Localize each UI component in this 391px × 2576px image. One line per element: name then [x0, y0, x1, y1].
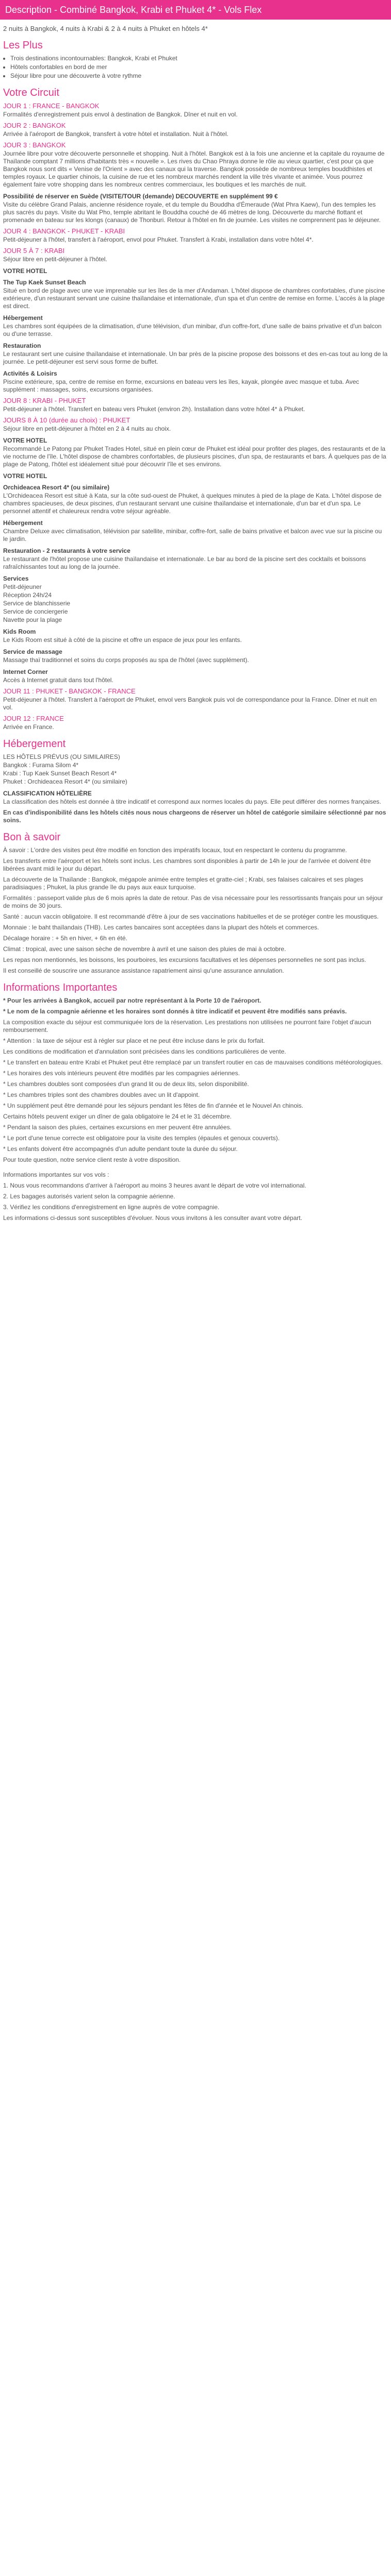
- good-to-know-paragraph: Les repas non mentionnés, les boissons, les pourboires, les excursions facultatives et les dépenses personnelles ne sont pas inclus.: [3, 956, 366, 963]
- important-paragraph: * Les chambres triples sont des chambres doubles avec un lit d'appoint.: [3, 1091, 200, 1098]
- important-paragraph: La composition exacte du séjour est communiquée lors de la réservation. Les prestations non utilisées ne pourront faire l'objet d'aucun remboursement.: [3, 1019, 371, 1033]
- plus-list: [3, 55, 388, 80]
- good-to-know-paragraph: Monnaie : le baht thaïlandais (THB). Les cartes bancaires sont acceptées dans la plupart des hôtels et commerces.: [3, 924, 319, 931]
- good-to-know-paragraph: Les transferts entre l'aéroport et les hôtels sont inclus. Les chambres sont disponibles à partir de 14h le jour de l'arrivée et doivent être libérées avant midi le jour du départ.: [3, 857, 371, 872]
- important-paragraph: 3. Vérifiez les conditions d'enregistrement en ligne auprès de votre compagnie.: [3, 1204, 220, 1211]
- spacer: [3, 1167, 388, 1171]
- hotel-description: Situé en bord de plage avec une vue imprenable sur les îles de la mer d'Andaman. L'hôtel dispose de chambres confortables, d'une piscine extérieure, d'un restaurant servant une cuisine thaïlandaise et internationale, d'un spa et d'un centre de remise en forme. L'accès à la plage est direct.: [3, 287, 385, 310]
- day-title: JOUR 12 : FRANCE: [3, 715, 64, 722]
- restaurant-heading: Restauration: [3, 342, 41, 349]
- day-text: Arrivée en France.: [3, 723, 54, 731]
- internet-text: Accès à Internet gratuit dans tout l'hôtel.: [3, 676, 113, 684]
- restaurant-text: Le restaurant de l'hôtel propose une cuisine thaïlandaise et internationale. Le bar au bord de la piscine sert des cocktails et boissons rafraîchissantes tout au long de la journée.: [3, 555, 366, 570]
- plus-heading: Les Plus: [3, 40, 43, 51]
- important-paragraph: 2. Les bagages autorisés varient selon la compagnie aérienne.: [3, 1193, 175, 1200]
- important-paragraph: * Les enfants doivent être accompagnés d'un adulte pendant toute la durée du séjour.: [3, 1145, 238, 1153]
- services-list: [3, 583, 388, 624]
- good-to-know-paragraph: La découverte de la Thaïlande : Bangkok, mégapole animée entre temples et gratte-ciel ; Krabi, ses falaises calcaires et ses plages paradisiaques ; Phuket, la plus grande île du pays aux eaux turquoise.: [3, 876, 364, 891]
- day-title: JOUR 3 : BANGKOK: [3, 141, 66, 149]
- hotel-description: L'Orchideacea Resort est situé à Kata, sur la côte sud-ouest de Phuket, à quelques minutes à pied de la plage de Kata. L'hôtel dispose de chambres spacieuses, de deux piscines, d'un restaurant servant une cuisine thaïlandaise et internationale, d'un bar et d'un spa. Le personnel attentif et chaleureux rendra votre séjour agréable.: [3, 492, 382, 515]
- important-paragraph: * Pendant la saison des pluies, certaines excursions en mer peuvent être annulées.: [3, 1124, 232, 1131]
- hotels-heading: Hébergement: [3, 738, 66, 750]
- plus-item: • Trois destinations incontournables: Bangkok, Krabi et Phuket: [10, 55, 388, 62]
- content: [0, 20, 391, 1235]
- activities-text: Piscine extérieure, spa, centre de remise en forme, excursions en bateau vers les îles, kayak, plongée avec masque et tuba. Avec supplément : massages, soins, excursions organisées.: [3, 378, 360, 393]
- activities-heading: Activités & Loisirs: [3, 370, 57, 377]
- service-item: Navette pour la plage: [3, 616, 62, 623]
- option-text: Visite du célèbre Grand Palais, ancienne résidence royale, et du temple du Bouddha d'Émeraude (Wat Phra Kaew), l'un des temples les plus sacrés du pays. Visite du Wat Pho, temple abritant le Bouddha couché de 46 mètres de long. Découverte du marché flottant et promenade en bateau sur les klongs (canaux) de Thonburi. Retour à l'hôtel en fin de journée. Les visites ne comprennent pas le déjeuner.: [3, 201, 381, 224]
- important-paragraph: * Les chambres doubles sont composées d'un grand lit ou de deux lits, selon disponibilité.: [3, 1080, 249, 1088]
- day-text: Petit-déjeuner à l'hôtel, transfert à l'aéroport, envol pour Phuket. Transfert à Krabi, installation dans votre hôtel 4*.: [3, 236, 314, 243]
- service-item: Service de conciergerie: [3, 608, 68, 615]
- hotels-intro: LES HÔTELS PRÉVUS (OU SIMILAIRES): [3, 753, 120, 760]
- kids-text: Le Kids Room est situé à côté de la piscine et offre un espace de jeux pour les enfants.: [3, 636, 242, 643]
- hotel-heading: VOTRE HOTEL: [3, 267, 47, 275]
- day-title: JOURS 8 À 10 (durée au choix) : PHUKET: [3, 416, 131, 424]
- important-paragraph: * Le transfert en bateau entre Krabi et Phuket peut être remplacé par un transfert routier en cas de mauvaises conditions météorologiques.: [3, 1059, 383, 1066]
- day-title: JOUR 1 : FRANCE - BANGKOK: [3, 102, 100, 110]
- important-paragraph: * Le nom de la compagnie aérienne et les horaires sont donnés à titre indicatif et peuvent être modifiés sans préavis.: [3, 1008, 347, 1015]
- day-text: Petit-déjeuner à l'hôtel. Transfert en bateau vers Phuket (environ 2h). Installation dans votre hôtel 4* à Phuket.: [3, 405, 305, 413]
- service-item: Petit-déjeuner: [3, 583, 42, 590]
- hotels-list: [3, 761, 388, 786]
- good-to-know-paragraph: À savoir : L'ordre des visites peut être modifié en fonction des impératifs locaux, tout en respectant le contenu du programme.: [3, 846, 347, 854]
- important-paragraph: * Attention : la taxe de séjour est à régler sur place et ne peut être incluse dans le prix du forfait.: [3, 1037, 265, 1044]
- hotel-item: Krabi : Tup Kaek Sunset Beach Resort 4*: [3, 770, 117, 777]
- important-paragraph: Les informations ci-dessus sont susceptibles d'évoluer. Nous vous invitons à les consulter avant votre départ.: [3, 1214, 302, 1222]
- day-text: Petit-déjeuner à l'hôtel. Transfert à l'aéroport de Phuket, envol vers Bangkok puis vol de correspondance pour la France. Dîner et nuit en vol.: [3, 696, 377, 711]
- important-paragraph: * Un supplément peut être demandé pour les séjours pendant les fêtes de fin d'année et le Nouvel An chinois.: [3, 1102, 303, 1109]
- service-item: Service de blanchisserie: [3, 600, 71, 607]
- circuit-heading: Votre Circuit: [3, 87, 59, 98]
- important-paragraph: Pour toute question, notre service client reste à votre disposition.: [3, 1156, 181, 1163]
- plus-item: • Séjour libre pour une découverte à votre rythme: [10, 72, 388, 80]
- day-title: JOUR 8 : KRABI - PHUKET: [3, 397, 86, 404]
- important-heading: Informations Importantes: [3, 982, 118, 993]
- good-to-know-paragraph: Santé : aucun vaccin obligatoire. Il est recommandé d'être à jour de ses vaccinations habituelles et de se protéger contre les moustiques.: [3, 913, 379, 920]
- lodging-text: Les chambres sont équipées de la climatisation, d'une télévision, d'un minibar, d'un coffre-fort, d'une salle de bains privative et d'un balcon ou d'une terrasse.: [3, 323, 382, 337]
- classification-heading: CLASSIFICATION HÔTELIÈRE: [3, 790, 92, 797]
- hotel-item: Bangkok : Furama Silom 4*: [3, 761, 79, 769]
- good-to-know-paragraph: Il est conseillé de souscrire une assurance assistance rapatriement ainsi qu'une assurance annulation.: [3, 967, 284, 974]
- day-text: Séjour libre en petit-déjeuner à l'hôtel.: [3, 256, 107, 263]
- hotel-description: Recommandé Le Patong par Phuket Trades Hotel, situé en plein cœur de Phuket est idéal pour profiter des plages, des restaurants et de la vie nocturne de l'île. L'hôtel dispose de chambres confortables, de plusieurs piscines, d'un spa, de restaurants et bars. À quelques pas de la plage de Patong, l'hôtel est idéalement situé pour découvrir l'île et ses environs.: [3, 445, 386, 468]
- day-title: JOUR 11 : PHUKET - BANGKOK - FRANCE: [3, 687, 136, 695]
- hotel-name: The Tup Kaek Sunset Beach: [3, 279, 86, 286]
- page-title: Description - Combiné Bangkok, Krabi et Phuket 4* - Vols Flex: [0, 0, 391, 20]
- restaurant-heading: Restauration - 2 restaurants à votre service: [3, 547, 131, 554]
- option-title: Possibilité de réserver en Suède (VISITE/TOUR (demande) DECOUVERTE en supplément 99 €: [3, 193, 278, 200]
- good-to-know-paragraph: Formalités : passeport valide plus de 6 mois après la date de retour. Pas de visa nécessaire pour les ressortissants français pour un séjour de moins de 30 jours.: [3, 894, 383, 909]
- trip-subtitle: 2 nuits à Bangkok, 4 nuits à Krabi & 2 à 4 nuits à Phuket en hôtels 4*: [3, 25, 208, 32]
- massage-text: Massage thaï traditionnel et soins du corps proposés au spa de l'hôtel (avec supplément).: [3, 656, 249, 664]
- important-paragraph: * Le port d'une tenue correcte est obligatoire pour la visite des temples (épaules et genoux couverts).: [3, 1134, 280, 1142]
- day-text: Séjour libre en petit-déjeuner à l'hôtel en 2 à 4 nuits au choix.: [3, 425, 171, 432]
- hotel-heading: VOTRE HOTEL: [3, 472, 47, 480]
- massage-heading: Service de massage: [3, 648, 62, 655]
- important-paragraph: Informations importantes sur vos vols :: [3, 1171, 109, 1178]
- day-title: JOUR 4 : BANGKOK - PHUKET - KRABI: [3, 227, 125, 235]
- important-paragraph: 1. Nous vous recommandons d'arriver à l'aéroport au moins 3 heures avant le départ de votre vol international.: [3, 1182, 306, 1189]
- good-to-know-heading: Bon à savoir: [3, 832, 61, 843]
- hotels-note: En cas d'indisponibilité dans les hôtels cités nous nous chargeons de réserver un hôtel de catégorie similaire sélectionné par nos soins.: [3, 809, 386, 824]
- hotel-name: Orchideacea Resort 4* (ou similaire): [3, 484, 110, 491]
- hotel-heading: VOTRE HOTEL: [3, 437, 47, 444]
- important-paragraph: * Les horaires des vols intérieurs peuvent être modifiés par les compagnies aériennes.: [3, 1070, 240, 1077]
- important-paragraph: * Pour les arrivées à Bangkok, accueil par notre représentant à la Porte 10 de l'aéroport.: [3, 997, 262, 1004]
- service-item: Réception 24h/24: [3, 591, 52, 599]
- day-text: Journée libre pour votre découverte personnelle et shopping. Nuit à l'hôtel. Bangkok est à la fois une ancienne et la capitale du royaume de Thaïlande comptant 7 millions d'habitants très « nouvelle ». Les rives du Chao Phraya donne le rôle au vieux quartier, c'est pour ça que Bangkok nous sont dits « Venise de l'Orient » avec des canaux qui la traverse. Bangkok possède de nombreux temples bouddhistes et temples royaux. Le quartier chinois, la cuisine de rue et les nombreux marchés rendent la ville très vivante et animée. Vous pourrez également faire votre shopping dans les nombreux centres commerciaux, les boutiques et les marchés de nuit.: [3, 150, 385, 188]
- page: [0, 0, 391, 1235]
- classification-text: La classification des hôtels est donnée à titre indicatif et correspond aux normes locales du pays. Elle peut différer des normes françaises.: [3, 798, 381, 805]
- lodging-text: Chambre Deluxe avec climatisation, télévision par satellite, minibar, coffre-fort, salle de bains privative et balcon avec vue sur la piscine ou le jardin.: [3, 528, 382, 543]
- important-paragraph: Certains hôtels peuvent exiger un dîner de gala obligatoire le 24 et le 31 décembre.: [3, 1113, 232, 1120]
- good-to-know-paragraph: Climat : tropical, avec une saison sèche de novembre à avril et une saison des pluies de mai à octobre.: [3, 945, 286, 953]
- services-heading: Services: [3, 575, 29, 582]
- day-title: JOUR 2 : BANGKOK: [3, 122, 66, 129]
- important-paragraph: Les conditions de modification et d'annulation sont précisées dans les conditions particulières de vente.: [3, 1048, 286, 1055]
- hotel-item: Phuket : Orchideacea Resort 4* (ou similaire): [3, 778, 127, 785]
- plus-item: • Hôtels confortables en bord de mer: [10, 63, 388, 71]
- lodging-heading: Hébergement: [3, 314, 43, 321]
- day-text: Formalités d'enregistrement puis envol à destination de Bangkok. Dîner et nuit en vol.: [3, 111, 238, 118]
- restaurant-text: Le restaurant sert une cuisine thaïlandaise et internationale. Un bar près de la piscine propose des boissons et des en-cas tout au long de la journée. Le petit-déjeuner est servi sous forme de buffet.: [3, 350, 388, 365]
- day-title: JOUR 5 À 7 : KRABI: [3, 247, 65, 255]
- internet-heading: Internet Corner: [3, 668, 48, 675]
- good-to-know-paragraph: Décalage horaire : + 5h en hiver, + 6h en été.: [3, 935, 127, 942]
- day-text: Arrivée à l'aéroport de Bangkok, transfert à votre hôtel et installation. Nuit à l'hôtel.: [3, 130, 229, 138]
- lodging-heading: Hébergement: [3, 519, 43, 527]
- kids-heading: Kids Room: [3, 628, 36, 635]
